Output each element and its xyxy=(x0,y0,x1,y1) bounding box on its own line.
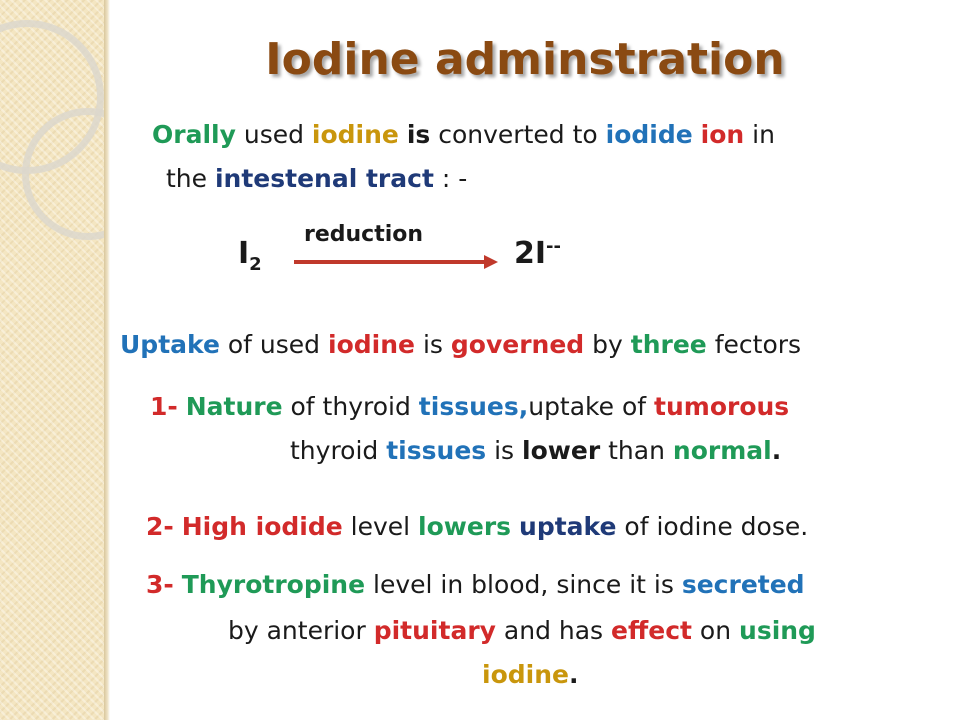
decorative-sidebar xyxy=(0,0,104,720)
text-the: the xyxy=(166,164,208,193)
text-than: than xyxy=(608,436,665,465)
word-is: is xyxy=(406,120,431,149)
uptake-line xyxy=(120,330,801,360)
text-colon-dash: : - xyxy=(441,164,468,193)
word-intestenal-tract: intestenal tract xyxy=(214,164,434,193)
word-uptake: uptake xyxy=(519,512,617,541)
factor3-line-1 xyxy=(146,570,805,600)
word-effect: effect xyxy=(611,616,692,645)
factor3-line-2 xyxy=(228,616,816,646)
text-is: is xyxy=(422,330,443,359)
word-nature: Nature xyxy=(185,392,283,421)
word-secreted: secreted xyxy=(681,570,805,599)
text-and-has: and has xyxy=(503,616,604,645)
text-by-anterior: by anterior xyxy=(228,616,366,645)
text-used: used xyxy=(243,120,304,149)
word-thyrotropine: Thyrotropine xyxy=(181,570,366,599)
text-converted-to: converted to xyxy=(438,120,598,149)
word-normal: normal xyxy=(672,436,772,465)
text-level: level xyxy=(350,512,411,541)
word-tumorous: tumorous xyxy=(654,392,790,421)
text-fectors: fectors xyxy=(714,330,802,359)
sidebar-edge xyxy=(104,0,110,720)
word-three: three xyxy=(630,330,707,359)
word-orally: Orally xyxy=(152,120,236,149)
word-iodine: iodine xyxy=(482,660,569,689)
factor1-number: 1- xyxy=(150,392,178,421)
factor1-line-1 xyxy=(150,392,789,422)
product-superscript: -- xyxy=(546,236,561,257)
factor3-line-3 xyxy=(482,660,578,690)
word-tissues: tissues, xyxy=(418,392,529,421)
intro-line-2 xyxy=(166,164,467,194)
text-of-thyroid: of thyroid xyxy=(290,392,411,421)
word-tissues: tissues xyxy=(386,436,487,465)
text-level-in-blood: level in blood, since it is xyxy=(373,570,674,599)
intro-line-1 xyxy=(152,120,775,150)
word-iodine: iodine xyxy=(328,330,415,359)
word-using: using xyxy=(739,616,816,645)
reactant-symbol: I xyxy=(238,236,250,271)
word-iodide: iodide xyxy=(605,120,693,149)
word-high-iodide: High iodide xyxy=(181,512,343,541)
text-period: . xyxy=(771,436,782,465)
word-ion: ion xyxy=(700,120,745,149)
factor2-number: 2- xyxy=(146,512,174,541)
factor1-line-2 xyxy=(290,436,781,466)
word-lower: lower xyxy=(522,436,601,465)
text-of-iodine-dose: of iodine dose. xyxy=(624,512,809,541)
word-lowers: lowers xyxy=(418,512,512,541)
reaction-arrow-icon xyxy=(292,252,500,272)
text-thyroid: thyroid xyxy=(290,436,379,465)
text-in: in xyxy=(752,120,775,149)
reactant-subscript: 2 xyxy=(249,254,262,275)
word-uptake: Uptake xyxy=(120,330,220,359)
equation-reactant xyxy=(238,236,262,275)
text-of-used: of used xyxy=(227,330,321,359)
slide-title: Iodine adminstration xyxy=(265,34,785,85)
text-on: on xyxy=(699,616,732,645)
word-pituitary: pituitary xyxy=(373,616,496,645)
equation-product xyxy=(514,236,561,271)
product-symbol: 2I xyxy=(514,236,547,271)
factor3-number: 3- xyxy=(146,570,174,599)
word-iodine: iodine xyxy=(311,120,399,149)
word-governed: governed xyxy=(450,330,585,359)
text-period: . xyxy=(568,660,579,689)
text-uptake-of: uptake of xyxy=(528,392,647,421)
text-is: is xyxy=(494,436,515,465)
arrow-label: reduction xyxy=(304,222,424,247)
factor2-line xyxy=(146,512,808,542)
text-by: by xyxy=(592,330,623,359)
